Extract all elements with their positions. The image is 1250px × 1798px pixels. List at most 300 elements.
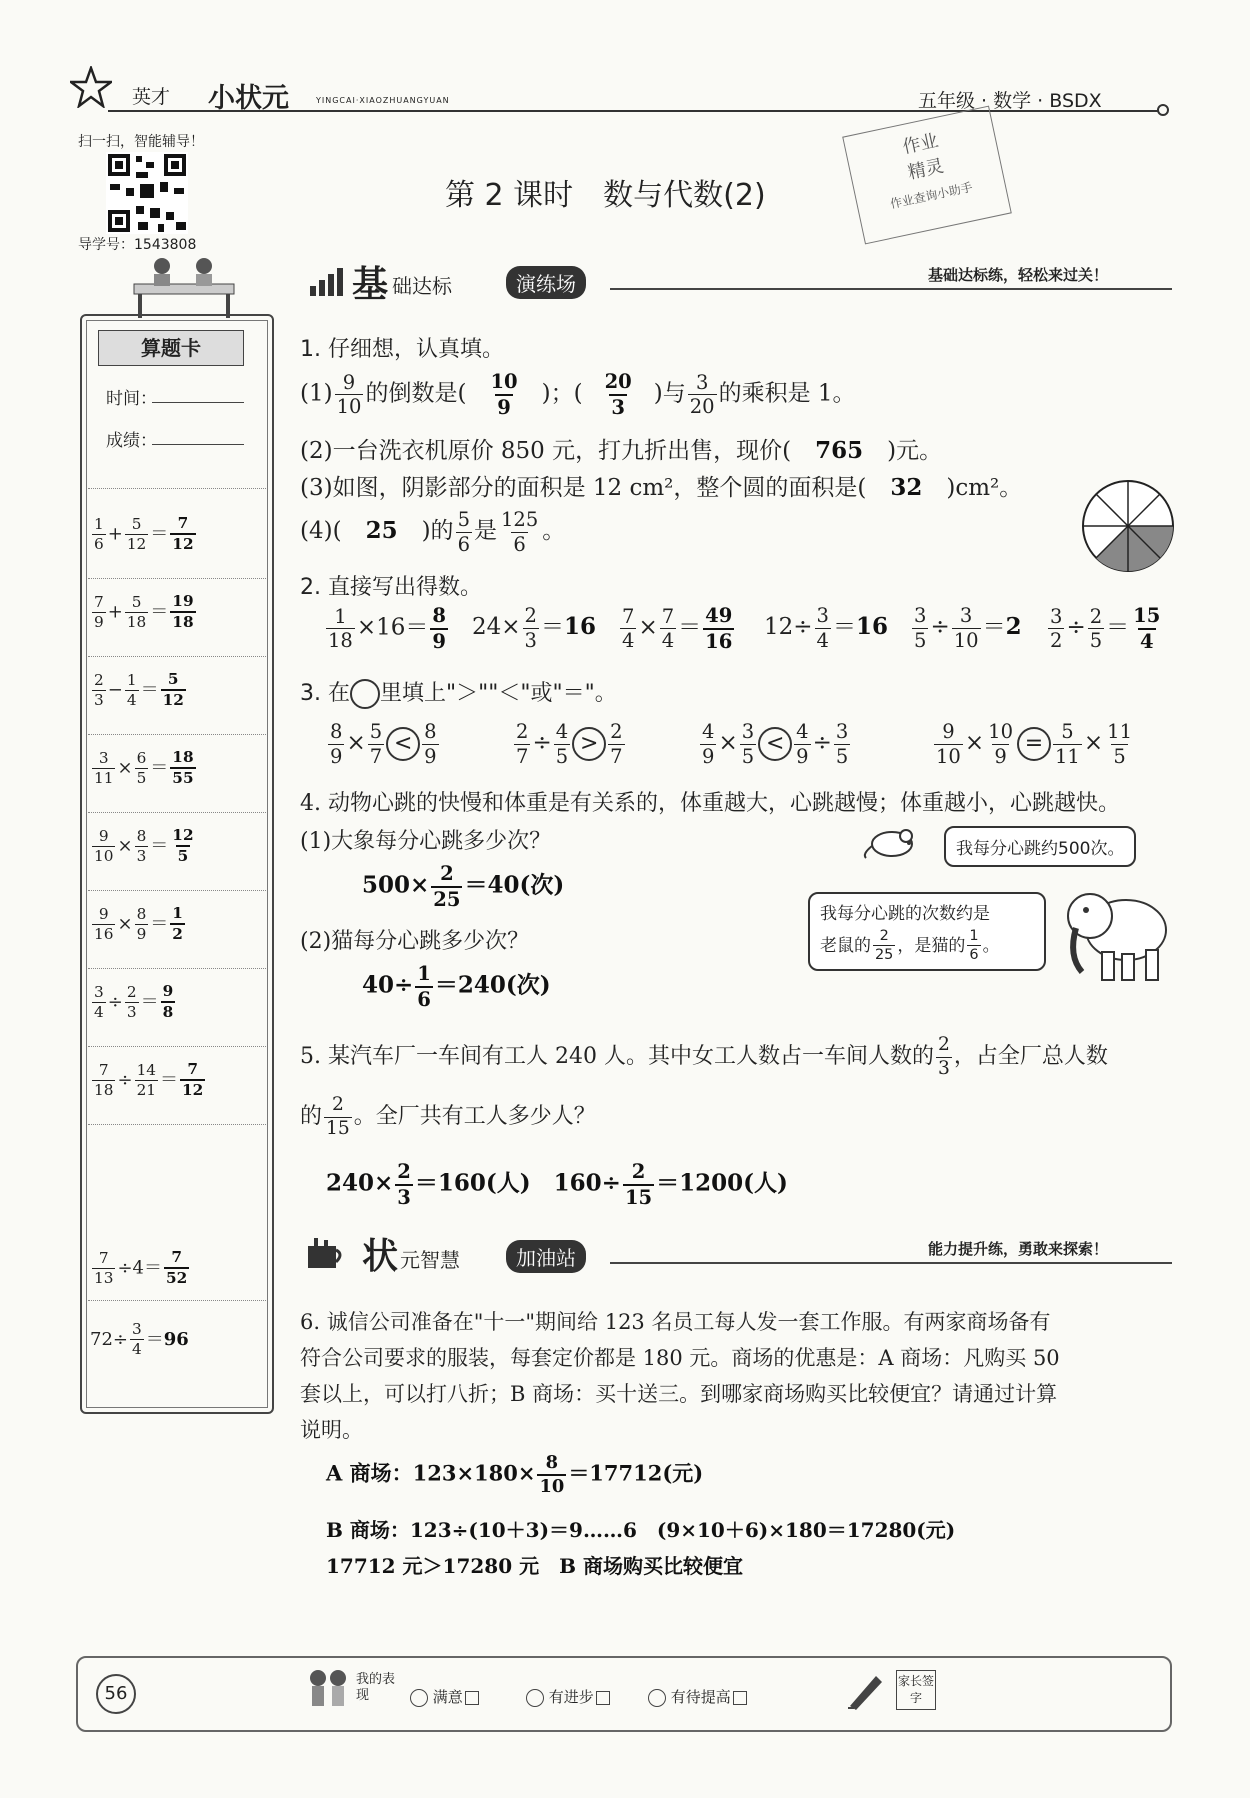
ans-den: 5 [177,847,189,866]
empty-circle-icon [350,679,380,709]
time-label: 时间： [106,389,157,409]
num: 5 [131,592,142,611]
op: ＝ [832,614,856,641]
mouse-icon [862,824,922,860]
t: )cm²。 [946,475,1023,501]
n: 5 [369,720,383,743]
q1-part4 [300,510,565,554]
section2-small: 元智慧 [400,1248,460,1272]
n: 3 [1050,604,1063,628]
den: 11 [94,768,114,787]
page-number-badge [96,1674,136,1714]
answer: 2 [1005,613,1022,641]
brand-main: 小状元 [208,83,289,114]
ans-num: 7 [171,1248,182,1266]
qr-scan-text: 扫一扫，智能辅导！ [78,134,204,150]
d: 4 [816,628,829,652]
n: 1 [969,927,979,944]
side-divider [88,1300,266,1301]
den: 6 [94,534,104,553]
elephant-speech-bubble [808,892,1046,971]
d: 15 [326,1117,350,1139]
den: 16 [94,924,114,943]
ans-den: 12 [182,1081,204,1100]
t: 里填上"＞""＜"或"＝"。 [379,681,617,706]
q1-part3 [300,469,1022,502]
d: 2 [1050,629,1063,653]
ans-num: 7 [187,1060,198,1078]
t: 5. 某汽车厂一车间有工人 240 人。其中女工人数占一车间人数的 [300,1044,934,1070]
q2-e3: $\frac{7}{4}$ × $\frac{7}{4}$ ＝ $\frac{49}{16}$ [622,604,733,653]
ans-d: 3 [611,395,625,419]
stamp-line1: 作业 [900,130,941,159]
ans-n: 20 [604,370,632,393]
t: 。 [982,935,1000,956]
smile-icon [526,1689,544,1707]
side-divider [88,890,266,891]
q2-e2 [472,606,596,650]
den: 3 [126,1002,137,1021]
grade-subject: 五年级 · 数学 · BSDX [918,90,1102,112]
n: 2 [610,720,623,743]
operator: ÷ [117,1069,133,1091]
n: 3 [816,604,829,627]
n: 2 [397,1160,411,1183]
footer-bar [76,1656,1172,1732]
den: 3 [136,846,147,865]
operator: × [117,913,133,935]
parent-signature-box[interactable] [896,1670,936,1710]
t: 的倒数是( [365,380,467,407]
checkbox[interactable] [596,1691,610,1705]
q4-sub2: (2)猫每分心跳多少次？ [300,929,530,954]
num: 3 [98,748,109,767]
d: 4 [661,629,675,653]
n: 10 [988,720,1013,743]
smile-icon [410,1689,428,1707]
q2-e6: $\frac{3}{2}$ ÷ $\frac{2}{5}$ ＝ $\frac{15}{4}$ [1050,604,1161,653]
n: 1 [334,604,347,628]
section1-small: 础达标 [392,274,452,298]
d: 6 [417,987,431,1011]
section2-big: 状 [362,1236,399,1277]
q4-sub1: (1)大象每分心跳多少次？ [300,829,552,854]
num: 14 [136,1060,157,1079]
opt-satisfied[interactable] [410,1686,479,1707]
q1-part2 [300,432,942,465]
op: ÷4＝ [117,1257,163,1279]
n: 4 [796,720,809,743]
den: 9 [136,924,147,943]
ans-num: 19 [172,592,194,610]
q6-answer-a [326,1454,703,1496]
homework-stamp [842,106,1012,245]
answer: 765 [815,437,864,464]
q1-part1 [300,372,856,417]
q3-c3: $\frac{4}{9}$ × $\frac{3}{5}$ < $\frac{4}{9}$ ÷ $\frac{3}{5}$ [702,720,849,768]
side-divider [88,488,266,489]
d: 25 [433,887,461,911]
header-rule-end-icon [1157,104,1169,116]
operator: + [107,601,123,623]
n: 4 [702,720,715,743]
side-item-9 [90,1250,191,1287]
num: 2 [94,670,104,689]
d: 4 [622,629,635,653]
d: 5 [741,744,755,768]
num: 1 [126,670,137,689]
elephant-icon [1060,876,1174,986]
d: 6 [969,947,979,964]
d: 3 [937,1057,950,1079]
d: 7 [369,744,383,768]
card-title: 算题卡 [141,336,201,360]
compare-circle[interactable]: = [1017,727,1051,761]
t: 我每分心跳的次数约是 [820,904,990,924]
pre: 240× [326,1169,394,1197]
operator: × [117,835,133,857]
shaded-circle-figure [1080,478,1176,574]
score-label: 成绩： [106,431,157,451]
den: 21 [136,1080,157,1099]
q4-title: 4. 动物心跳的快慢和体重是有关系的，体重越大，心跳越慢；体重越小，心跳越快。 [300,791,1120,816]
q6-line4: 说明。 [300,1418,363,1442]
d: 9 [702,744,715,768]
q3-c1: $\frac{8}{9}$ × $\frac{5}{7}$ < $\frac{8}{9}$ [330,720,437,768]
q2-e5: $\frac{3}{5}$ ÷ $\frac{3}{10}$ ＝2 [914,604,1022,652]
opt-label: 有进步 [548,1688,594,1706]
section1-badge-wrap [506,266,586,299]
kids-at-desk-illustration [130,254,240,320]
my-performance-label: 我的表现 [356,1672,396,1703]
q6-line3: 套以上，可以打八折；B 商场：买十送三。到哪家商场购买比较便宜？请通过计算 [300,1382,1058,1406]
post: ＝40(次) [464,871,565,899]
post: ＝1200(人) [656,1169,788,1197]
ans-num: 18 [172,748,194,766]
section2-rule [610,1262,1172,1264]
time-blank[interactable] [152,402,244,403]
d: 9 [796,744,809,768]
n: 5 [1061,720,1074,743]
t: 。全厂共有工人多少人？ [353,1104,596,1130]
opt-improved[interactable] [526,1686,610,1707]
t: )；( [541,380,583,407]
side-item-2: $\frac{7}{9}$ + $\frac{5}{18}$ ＝ $\frac{19}{18}$ [94,592,194,632]
q2-title: 2. 直接写出得数。 [300,575,482,600]
n: 2 [440,862,454,885]
opt-needs-work[interactable] [648,1686,747,1707]
t: (3)如图，阴影部分的面积是 12 cm²，整个圆的面积是( [300,475,867,501]
q2-e1 [324,606,450,651]
answer: 96 [163,1328,189,1350]
t: (2)一台洗衣机原价 850 元，打九折出售，现价( [300,438,792,464]
t: )与 [653,380,686,407]
d: 7 [516,744,529,768]
n: 2 [631,1160,646,1183]
q4-answer2 [362,964,551,1009]
ans-num: 12 [172,826,194,844]
card-title-box [98,330,244,366]
ans-d: 9 [432,629,446,653]
den: 3 [94,690,104,709]
q1-title: 1. 仔细想，认真填。 [300,337,504,362]
answer: 16 [855,613,888,641]
ans-d: 16 [705,629,733,653]
section2-slogan: 能力提升练，勇敢来探索！ [928,1240,1109,1258]
n: 3 [835,720,849,743]
t: )元。 [887,438,943,464]
answer: 16 [563,613,596,641]
ans-num: 9 [162,982,174,1000]
ans-den: 12 [172,535,194,554]
section1-slogan: 基础达标练，轻松来过关！ [928,266,1109,284]
den: 10 [94,846,114,865]
n: 4 [555,720,569,743]
brand-pinyin: YINGCAI·XIAOZHUANGYUAN [316,96,450,105]
side-divider [88,578,266,579]
q5-answer [326,1162,788,1207]
num: 9 [98,826,109,845]
d: 10 [336,395,362,419]
stamp-line3: 作业查询小助手 [888,179,974,212]
den: 5 [136,768,147,787]
t: 的 [300,1104,323,1130]
d: 9 [424,744,437,768]
t: 老鼠的 [820,935,871,956]
den: 4 [94,1002,104,1021]
ans-n: 10 [490,370,518,393]
den: 12 [126,534,147,553]
operator: ÷ [107,991,123,1013]
d: 9 [330,744,343,768]
side-divider [88,1046,266,1047]
ans-den: 18 [172,613,194,632]
post: ＝240(次) [434,971,551,999]
ans-n: 49 [705,604,733,627]
n: 3 [914,604,927,627]
n: 2 [331,1094,344,1115]
answer: 32 [890,474,923,501]
ans-d: 4 [1139,629,1154,653]
side-divider [88,734,266,735]
side-item-5: $\frac{9}{10}$ × $\frac{8}{3}$ ＝ $\frac{12}{5}$ [94,826,194,866]
n: 1 [417,962,431,985]
brand-left: 英才 [132,86,171,108]
ans-d: 9 [497,395,511,419]
qr-code[interactable] [106,152,188,234]
d: 10 [953,628,979,652]
d: 11 [1055,744,1080,768]
num: 5 [131,514,142,533]
q6-line2: 符合公司要求的服装，每套定价都是 180 元。商场的优惠是：A 商场：凡购买 50 [300,1346,1060,1370]
ans-den: 55 [172,769,194,788]
den: 4 [126,690,137,709]
n: 8 [545,1452,559,1473]
num: 7 [98,1248,109,1267]
section1-badge: 演练场 [506,266,586,299]
bar-chart-icon [308,266,346,296]
side-item-1: $\frac{1}{6}$ + $\frac{5}{12}$ ＝ $\frac{7}{12}$ [94,514,194,554]
checkbox[interactable] [465,1691,479,1705]
compare-circle[interactable]: < [386,727,420,761]
opt-label: 满意 [432,1688,463,1706]
section1-big: 基 [352,264,389,305]
operator: + [107,523,123,545]
mid: ＝160(人) 160÷ [414,1169,621,1197]
q2-e4 [764,606,888,650]
ans-n: 15 [1133,604,1161,627]
q6-conclusion: 17712 元＞17280 元 B 商场购买比较便宜 [326,1554,743,1578]
d: 25 [875,947,894,964]
den: 18 [126,612,147,631]
n: 9 [342,370,356,394]
ans-n: 8 [432,604,446,627]
op: ＝ [540,614,564,641]
pre: 500× [362,871,430,899]
t: 是 [474,518,497,545]
side-divider [88,656,266,657]
num: 8 [136,904,147,923]
num: 9 [98,904,109,923]
q3-title [300,676,617,709]
n: 8 [424,720,437,743]
ans-num: 7 [177,514,189,532]
d: 20 [689,395,715,419]
pen-icon [846,1670,886,1710]
t: 。 [542,518,566,545]
d: 5 [835,744,849,768]
section2-badge-wrap [506,1240,586,1273]
num: 3 [94,982,104,1001]
t: ，占全厂总人数 [953,1044,1108,1070]
d: 3 [397,1185,411,1209]
num: 1 [94,514,104,533]
page-number: 56 [104,1683,128,1704]
n: 9 [942,720,955,743]
t: 3. 在 [300,681,350,706]
side-item-7: $\frac{3}{4}$ ÷ $\frac{2}{3}$ ＝ $\frac{9}{8}$ [94,982,174,1022]
side-item-3: $\frac{2}{3}$ − $\frac{1}{4}$ ＝ $\frac{5}{12}$ [94,670,184,710]
num: 7 [98,1060,109,1079]
footer-kids-icon [306,1668,350,1718]
t: )的 [421,518,454,545]
n: 3 [741,720,755,743]
section1-rule [610,288,1172,290]
den: 9 [94,612,104,631]
d: 10 [936,744,961,768]
n: 7 [622,604,635,628]
d: 5 [914,628,927,652]
header-star-icon [70,66,112,108]
t: 的乘积是 1。 [718,380,856,407]
d: 9 [994,744,1007,768]
pre: 24× [472,614,521,641]
d: 5 [1113,744,1126,768]
mouse-text: 我每分心跳约500次。 [956,839,1125,859]
side-item-8: $\frac{7}{18}$ ÷ $\frac{14}{21}$ ＝ $\frac{7}{12}$ [94,1060,204,1100]
checkbox[interactable] [733,1691,747,1705]
q3-c2: $\frac{2}{7}$ ÷ $\frac{4}{5}$ > $\frac{2}{7}$ [516,720,623,768]
header-rule [108,110,1158,112]
d: 6 [457,532,470,556]
d: 18 [328,629,353,653]
answer: 25 [365,517,398,545]
operator: − [107,679,123,701]
q6-line1: 6. 诚信公司准备在"十一"期间给 123 名员工每人发一套工作服。有两家商场备有 [300,1310,1051,1334]
t: (4)( [300,518,342,545]
q6-answer-b: B 商场：123÷(10＋3)＝9……6 (9×10＋6)×180＝17280(元) [326,1518,956,1542]
num: 6 [136,748,147,767]
op: ×16＝ [356,614,429,641]
page-title: 第 2 课时 数与代数(2) [445,178,766,213]
d: 7 [610,744,623,768]
n: 2 [937,1034,950,1055]
t: ，是猫的 [897,935,966,956]
ans-den: 52 [166,1269,188,1288]
compare-circle[interactable]: > [572,727,606,761]
section2-badge: 加油站 [506,1240,586,1273]
side-item-4: $\frac{3}{11}$ × $\frac{6}{5}$ ＝ $\frac{18}{55}$ [94,748,194,788]
compare-circle[interactable]: < [758,727,792,761]
n: 5 [457,508,470,531]
pre: 72÷ [90,1328,128,1350]
q4-answer1 [362,864,564,909]
post: ＝17712(元) [568,1460,704,1486]
side-divider [88,812,266,813]
pre: A 商场：123×180× [326,1460,536,1486]
d: 6 [513,532,526,556]
ans-den: 12 [162,691,184,710]
mouse-speech-bubble [944,826,1136,867]
n: 7 [661,604,675,628]
n: 3 [959,604,973,627]
d: 15 [624,1185,653,1209]
num: 8 [136,826,147,845]
n: 125 [501,508,539,531]
n: 2 [1089,604,1103,628]
qr-guide-number: 导学号：1543808 [78,237,197,253]
pre: 40÷ [362,971,414,999]
score-blank[interactable] [152,444,244,445]
n: 2 [879,927,889,944]
ans-num: 5 [167,670,179,688]
side-divider [88,1124,266,1125]
opt-label: 有待提高 [670,1688,731,1706]
t: (1) [300,380,333,407]
den: 4 [132,1340,142,1359]
n: 2 [516,720,529,743]
q5-line2 [300,1096,596,1138]
num: 3 [132,1320,142,1338]
face-icon [648,1689,666,1707]
parent-label: 家长签字 [897,1674,934,1705]
ans-den: 2 [172,925,183,944]
ans-den: 8 [162,1003,174,1022]
d: 10 [539,1475,565,1497]
num: 2 [126,982,137,1001]
cup-icon [304,1236,344,1270]
d: 5 [1089,629,1103,653]
d: 5 [555,744,569,768]
stamp-line2: 精灵 [906,155,946,184]
operator: × [117,757,133,779]
d: 3 [524,628,537,652]
den: 18 [94,1080,114,1099]
pre: 12÷ [764,614,813,641]
q5-line1 [300,1036,1108,1078]
side-item-6: $\frac{9}{16}$ × $\frac{8}{9}$ ＝ $\frac{1}{2}$ [94,904,183,944]
q3-c4: $\frac{9}{10}$ × $\frac{10}{9}$ = $\frac{5}{11}$ × $\frac{11}{5}$ [936,720,1132,768]
